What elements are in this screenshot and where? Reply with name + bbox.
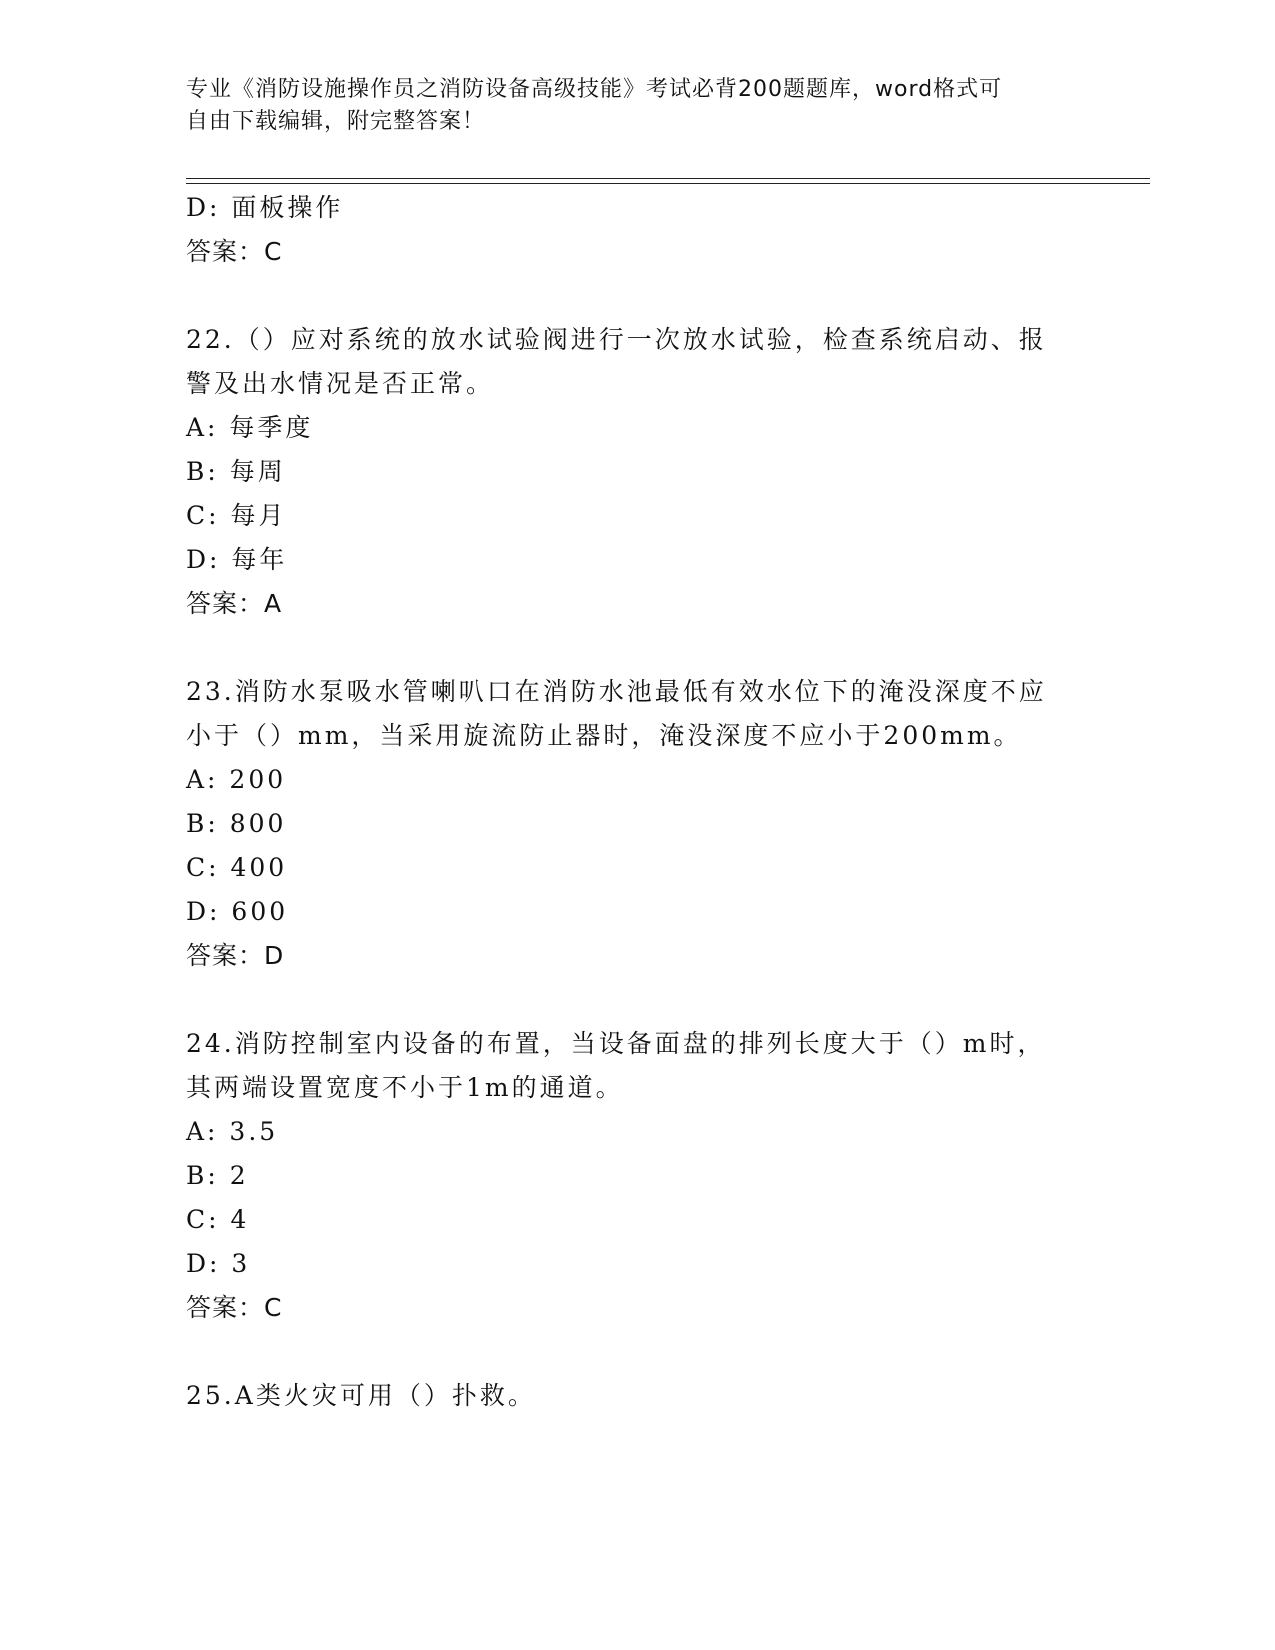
q22-option-b: B: 每周 xyxy=(186,457,286,486)
prev-option-d: D: 面板操作 xyxy=(186,193,344,222)
header-line-2: 自由下载编辑，附完整答案！ xyxy=(186,109,486,134)
q23-option-a: A: 200 xyxy=(186,765,287,794)
q22-stem-line-2: 警及出水情况是否正常。 xyxy=(186,369,495,398)
q24-stem-line-2: 其两端设置宽度不小于1m的通道。 xyxy=(186,1073,624,1102)
q22-option-c: C: 每月 xyxy=(186,501,287,530)
q22-stem-line-1: 22.（）应对系统的放水试验阀进行一次放水试验，检查系统启动、报 xyxy=(186,325,1047,354)
header-line-1: 专业《消防设施操作员之消防设备高级技能》考试必背200题题库，word格式可 xyxy=(186,77,1003,102)
q23-stem-line-2: 小于（）mm，当采用旋流防止器时，淹没深度不应小于200mm。 xyxy=(186,721,1022,750)
q25-stem-line-1: 25.A类火灾可用（）扑救。 xyxy=(186,1381,536,1410)
document-header xyxy=(186,74,1066,138)
q24-option-c: C: 4 xyxy=(186,1205,250,1234)
q24-option-a: A: 3.5 xyxy=(186,1117,279,1146)
q22-answer: 答案：A xyxy=(186,589,283,618)
q23-stem-line-1: 23.消防水泵吸水管喇叭口在消防水池最低有效水位下的淹没深度不应 xyxy=(186,677,1047,706)
q22-option-d: D: 每年 xyxy=(186,545,288,574)
q24-option-d: D: 3 xyxy=(186,1249,251,1278)
q23-option-d: D: 600 xyxy=(186,897,289,926)
q24-option-b: B: 2 xyxy=(186,1161,249,1190)
prev-answer: 答案：C xyxy=(186,237,283,266)
q24-answer: 答案：C xyxy=(186,1293,283,1322)
header-divider-top xyxy=(186,178,1150,179)
q22-option-a: A: 每季度 xyxy=(186,413,314,442)
q23-answer: 答案：D xyxy=(186,941,285,970)
q23-option-b: B: 800 xyxy=(186,809,287,838)
header-divider-bottom xyxy=(186,183,1150,184)
q23-option-c: C: 400 xyxy=(186,853,288,882)
q24-stem-line-1: 24.消防控制室内设备的布置，当设备面盘的排列长度大于（）m时， xyxy=(186,1029,1046,1058)
